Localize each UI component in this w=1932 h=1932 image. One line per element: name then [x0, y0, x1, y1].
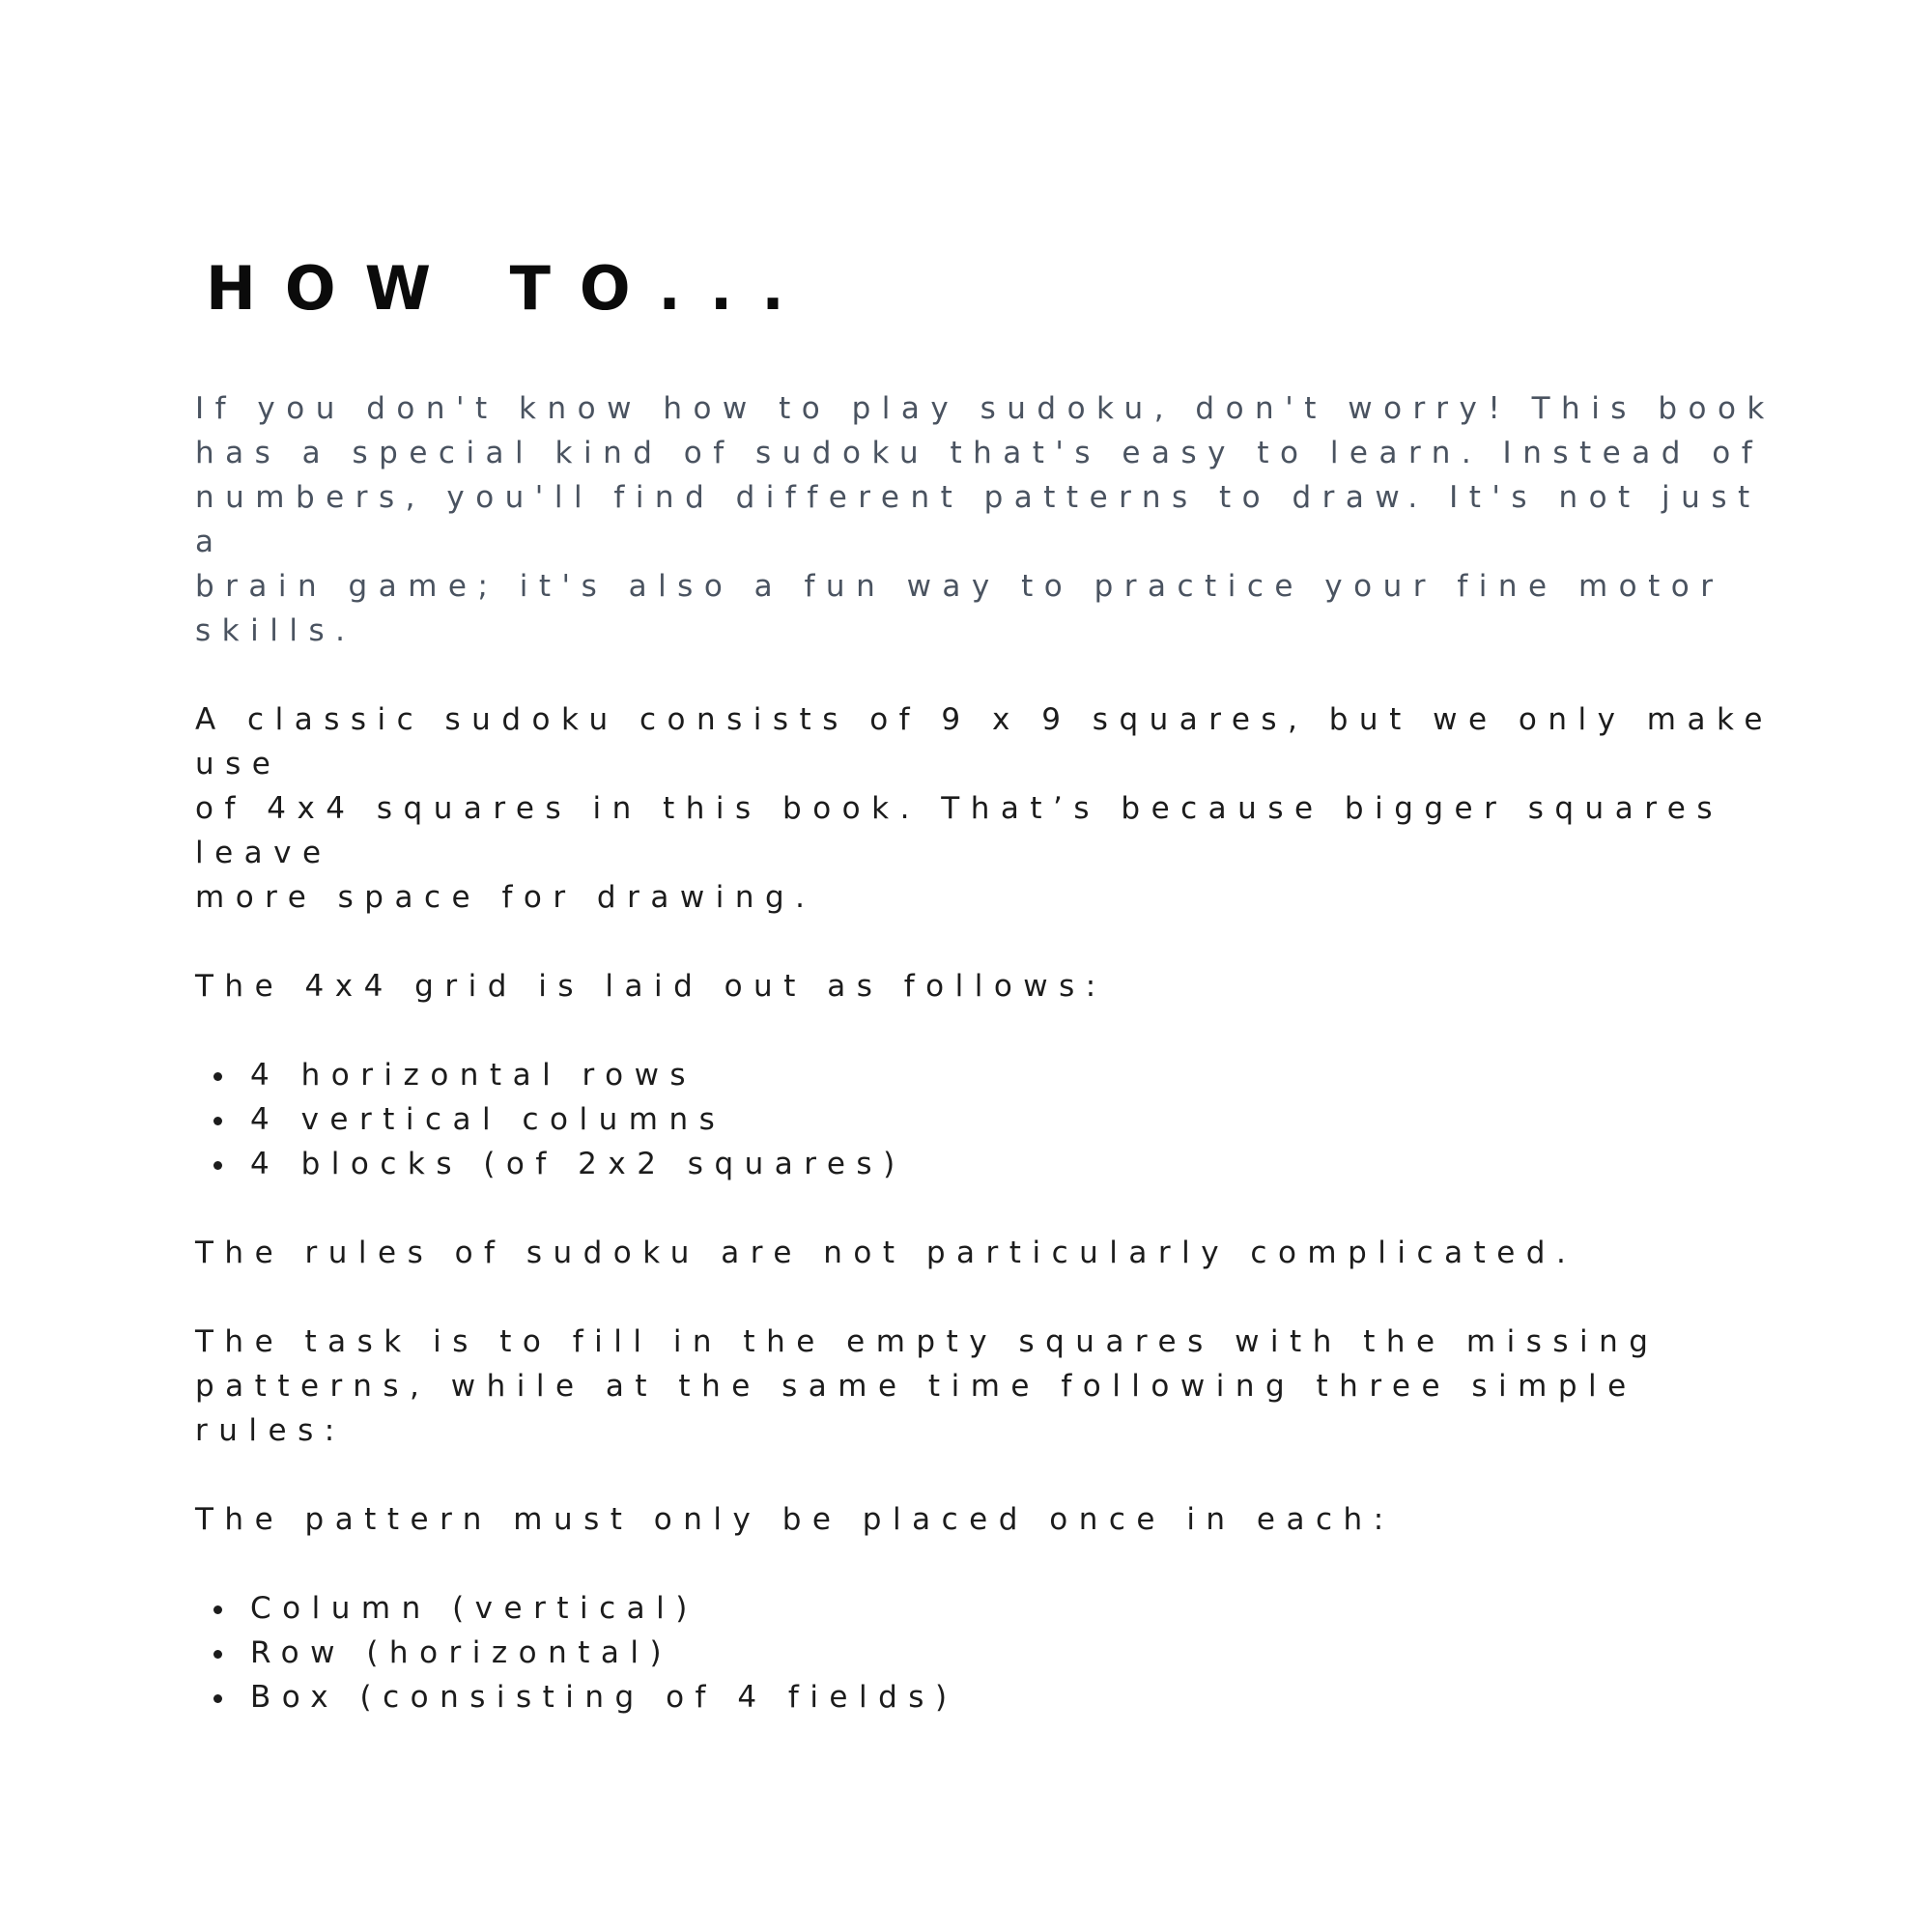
spacer — [195, 1542, 1779, 1586]
grid-layout-list — [195, 1053, 1779, 1186]
placement-intro-paragraph: The pattern must only be placed once in each: — [195, 1502, 1395, 1537]
spacer — [195, 1453, 1779, 1497]
placement-rules-list — [195, 1586, 1779, 1719]
list-item-text: 4 vertical columns — [250, 1102, 726, 1137]
bullet-icon — [213, 1072, 222, 1081]
list-item-text: Box (consisting of 4 fields) — [250, 1680, 958, 1715]
list-item-text: 4 blocks (of 2x2 squares) — [250, 1147, 906, 1181]
bullet-icon — [213, 1650, 222, 1659]
task-paragraph: The task is to fill in the empty squares with the missing patterns, while at the same time following three simple rules: — [195, 1324, 1660, 1448]
classic-sudoku-paragraph: A classic sudoku consists of 9 x 9 squares, but we only make use of 4x4 squares in this book. That’s because bigger squares leave more space for drawing. — [195, 702, 1774, 915]
spacer — [195, 1275, 1779, 1320]
bullet-icon — [213, 1161, 222, 1170]
list-item-text: Column (vertical) — [250, 1591, 698, 1626]
list-item-text: 4 horizontal rows — [250, 1058, 697, 1093]
bullet-icon — [213, 1605, 222, 1614]
spacer — [195, 1186, 1779, 1231]
list-item — [195, 1053, 1779, 1097]
grid-intro-paragraph: The 4x4 grid is laid out as follows: — [195, 969, 1107, 1004]
intro-paragraph: If you don't know how to play sudoku, don't worry! This book has a special kind of sudoku that's easy to learn. Instead of numbers, you'll find different patterns to draw. It's not just a brain game; it's also a fun way to practice your fine motor skills. — [195, 391, 1776, 648]
instructions-body — [195, 386, 1779, 1719]
spacer — [195, 1009, 1779, 1053]
list-item — [195, 1675, 1779, 1719]
spacer — [195, 653, 1779, 697]
spacer — [195, 920, 1779, 964]
bullet-icon — [213, 1694, 222, 1703]
list-item — [195, 1631, 1779, 1675]
list-item — [195, 1097, 1779, 1142]
list-item — [195, 1142, 1779, 1186]
page-title: HOW TO... — [206, 253, 813, 324]
list-item — [195, 1586, 1779, 1631]
bullet-icon — [213, 1117, 222, 1125]
list-item-text: Row (horizontal) — [250, 1635, 673, 1670]
rules-intro-paragraph: The rules of sudoku are not particularly complicated. — [195, 1236, 1577, 1270]
